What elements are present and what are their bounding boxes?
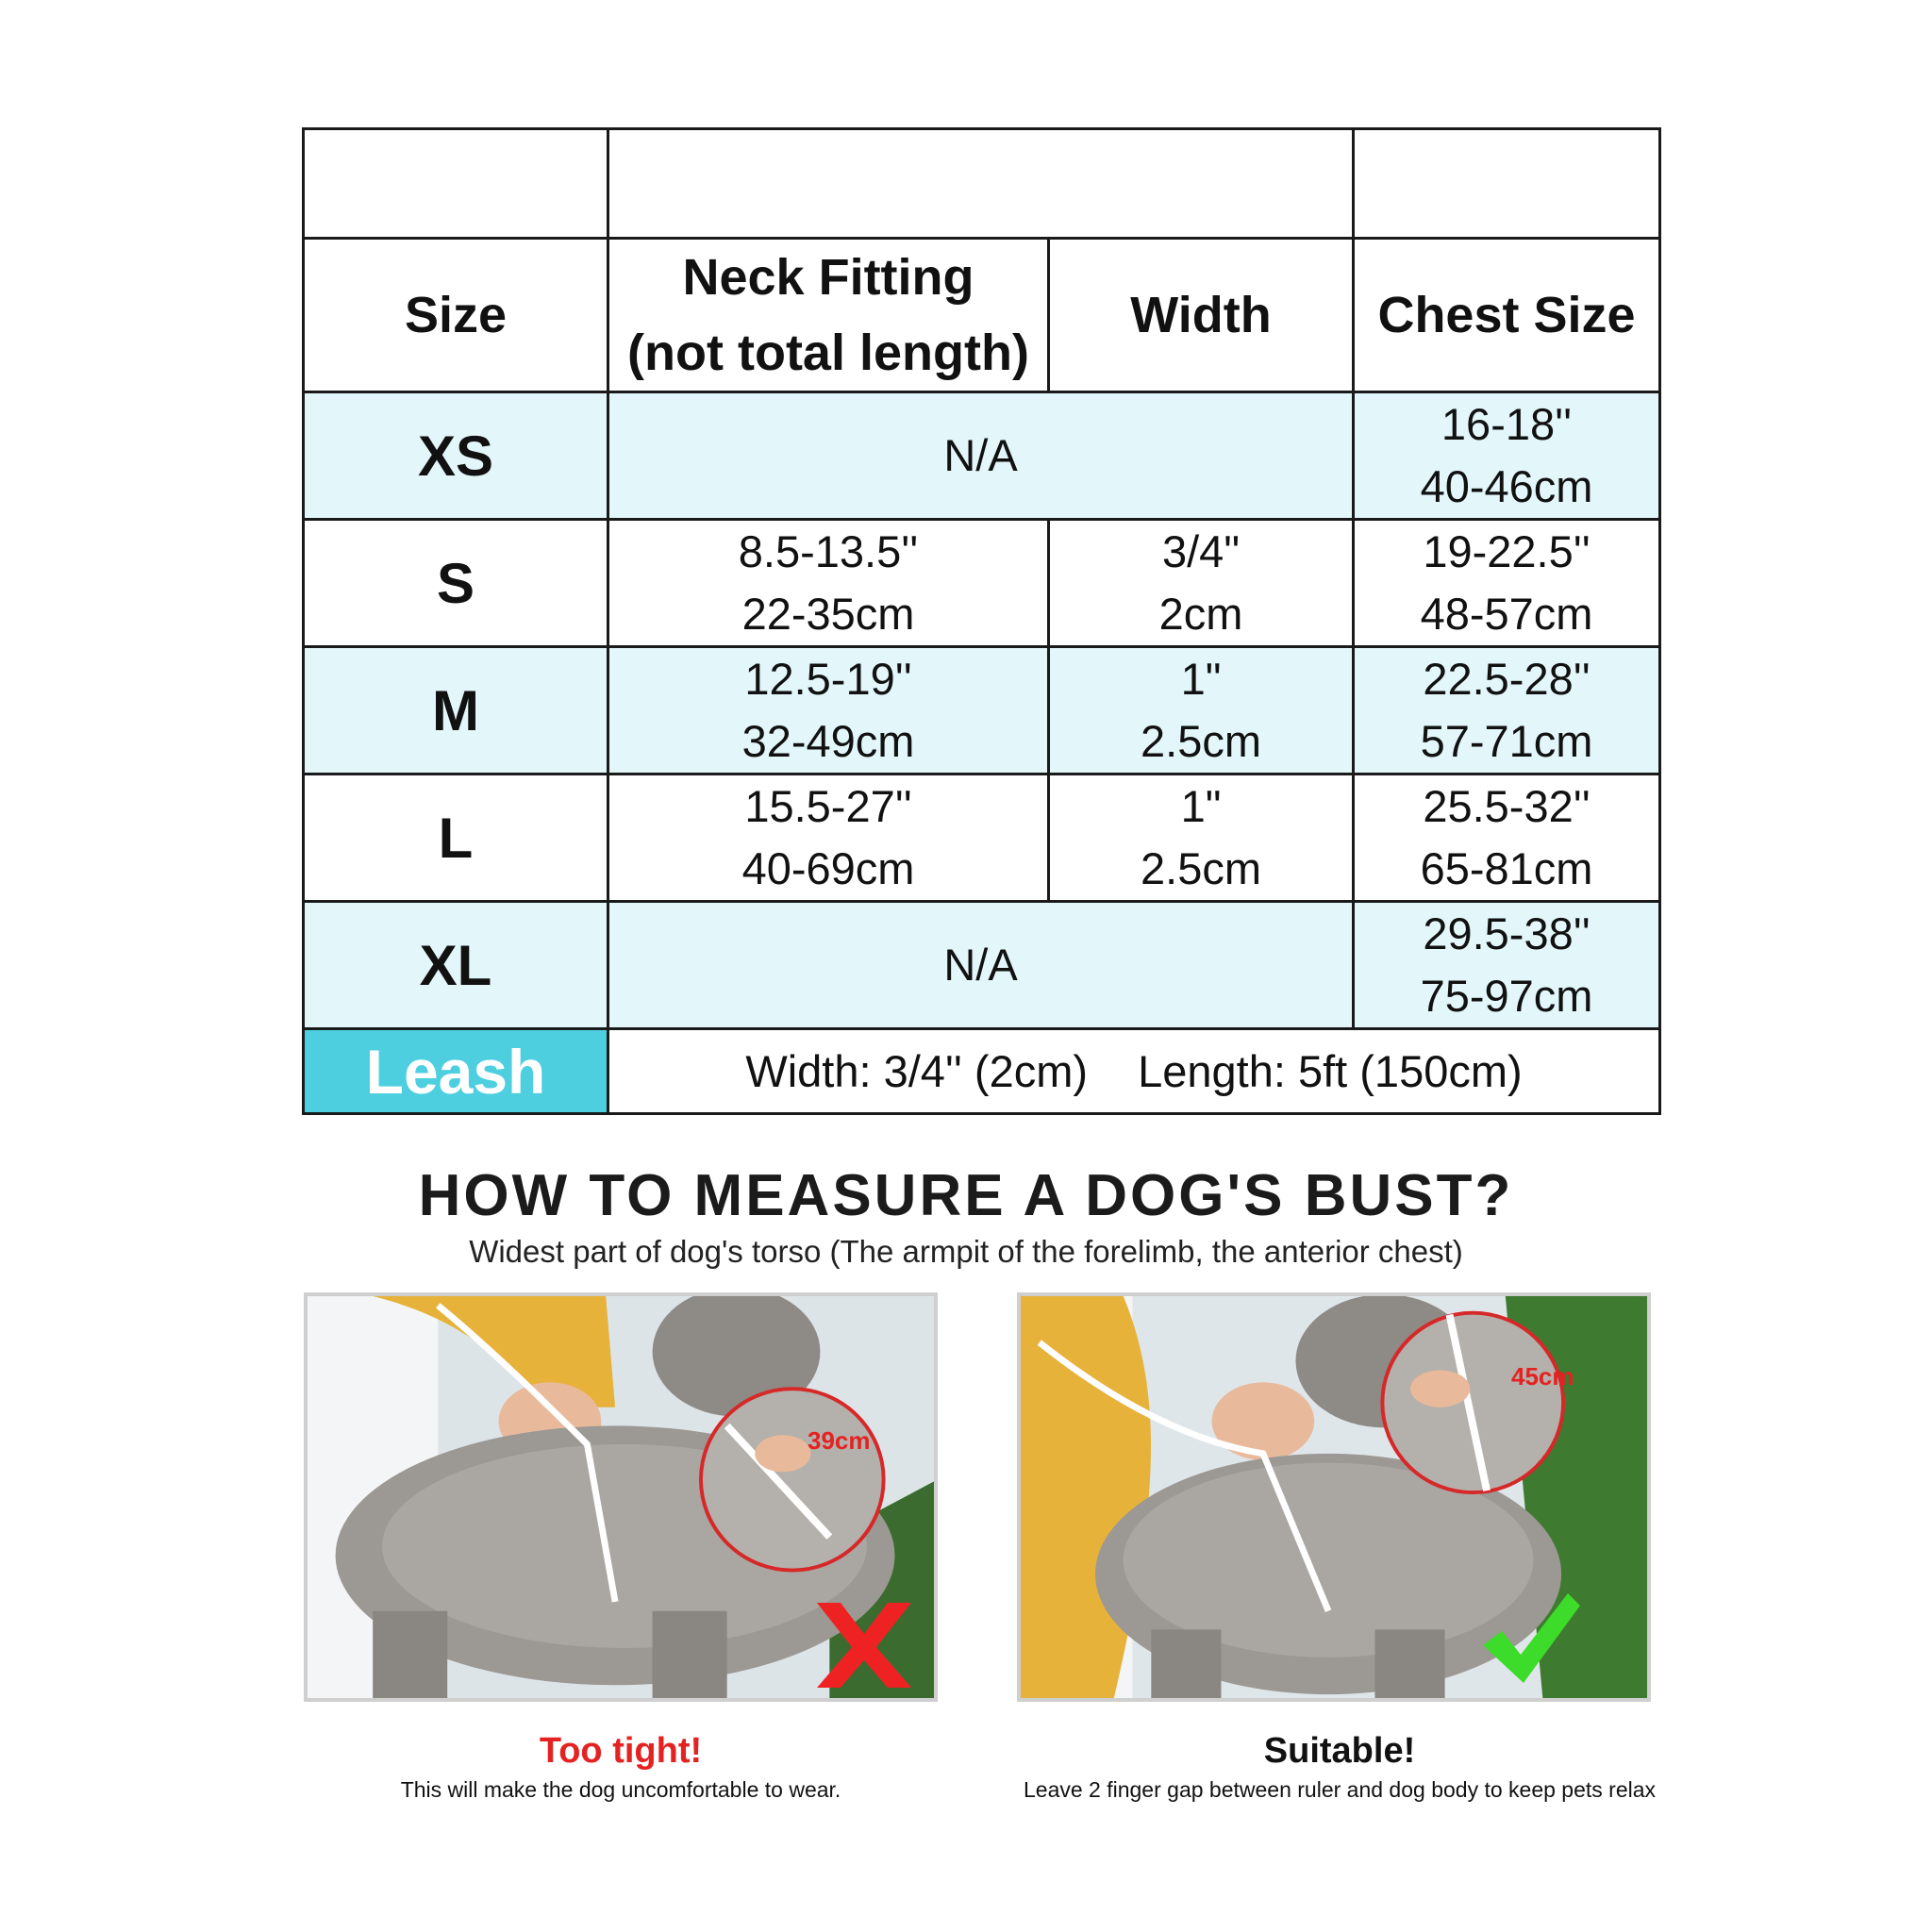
width-column-header: Width [1049,239,1354,392]
neck-fitting-note: (not total length) [627,325,1029,381]
chest-cm: 75-97cm [1420,971,1593,1021]
table-row-m [304,647,1660,774]
collar-na-cell: N/A [608,902,1354,1029]
too-tight-photo [304,1292,938,1702]
chest-size-column-header: Chest Size [1354,239,1660,392]
width-inches: 1" [1180,781,1222,831]
neck-fitting-label: Neck Fitting [682,249,974,306]
collar-header: Collar [608,129,1354,239]
measure-tag-45cm: 45cm [1511,1362,1574,1391]
width-cm: 2cm [1158,589,1243,639]
size-chart-table [302,127,1661,1115]
too-tight-description: This will make the dog uncomfortable to wear. [400,1777,841,1802]
leash-spec-cell [608,1029,1660,1114]
chest-cell [1354,647,1660,774]
table-row-s [304,520,1660,647]
chest-cell [1354,774,1660,902]
width-cell [1049,774,1354,902]
chest-cm: 48-57cm [1420,589,1593,639]
chest-inches: 19-22.5'' [1423,526,1591,576]
chest-cm: 57-71cm [1420,716,1593,766]
collar-na-cell: N/A [608,392,1354,520]
width-inches: 1" [1180,654,1222,704]
width-cm: 2.5cm [1141,843,1261,893]
chest-cell [1354,392,1660,520]
width-cell [1049,647,1354,774]
size-cell: L [304,774,608,902]
neck-cell [608,647,1049,774]
green-check-icon [1478,1589,1582,1692]
size-cell: S [304,520,608,647]
neck-inches: 8.5-13.5'' [738,526,919,576]
suitable-title: Suitable! [1263,1731,1416,1771]
table-row-xs [304,392,1660,520]
suitable-description: Leave 2 finger gap between ruler and dog body to keep pets relax [1023,1777,1657,1802]
harness-header: Harness [1354,129,1660,239]
suitable-photo [1017,1292,1651,1702]
blank-corner-cell [304,129,608,239]
neck-fitting-column-header [608,239,1049,392]
table-row-leash [304,1029,1660,1114]
measure-tag-39cm: 39cm [808,1426,871,1455]
chest-cell [1354,902,1660,1029]
chest-cm: 65-81cm [1420,843,1593,893]
too-tight-title: Too tight! [539,1731,703,1771]
size-cell: XL [304,902,608,1029]
leash-label: Leash [304,1029,608,1114]
leash-width: Width: 3/4'' (2cm) [745,1046,1089,1096]
chest-cm: 40-46cm [1420,461,1593,511]
chest-inches: 29.5-38'' [1423,908,1591,958]
size-column-header: Size [304,239,608,392]
leash-length: Length: 5ft (150cm) [1138,1046,1523,1096]
measure-subtitle: Widest part of dog's torso (The armpit of the forelimb, the anterior chest) [469,1234,1463,1269]
size-cell: M [304,647,608,774]
table-row-l [304,774,1660,902]
table-row-xl [304,902,1660,1029]
chest-inches: 16-18'' [1441,399,1573,449]
neck-cell [608,520,1049,647]
width-cell [1049,520,1354,647]
width-inches: 3/4" [1161,526,1241,576]
neck-cell [608,774,1049,902]
neck-cm: 32-49cm [741,716,915,766]
chest-inches: 25.5-32'' [1423,781,1591,831]
neck-inches: 15.5-27'' [744,781,912,831]
neck-cm: 40-69cm [741,843,915,893]
neck-cm: 22-35cm [741,589,915,639]
width-cm: 2.5cm [1141,716,1261,766]
red-x-icon [812,1598,916,1692]
chest-cell [1354,520,1660,647]
chest-inches: 22.5-28'' [1423,654,1591,704]
size-cell: XS [304,392,608,520]
neck-inches: 12.5-19'' [744,654,912,704]
measure-title: HOW TO MEASURE A DOG'S BUST? [418,1163,1514,1228]
